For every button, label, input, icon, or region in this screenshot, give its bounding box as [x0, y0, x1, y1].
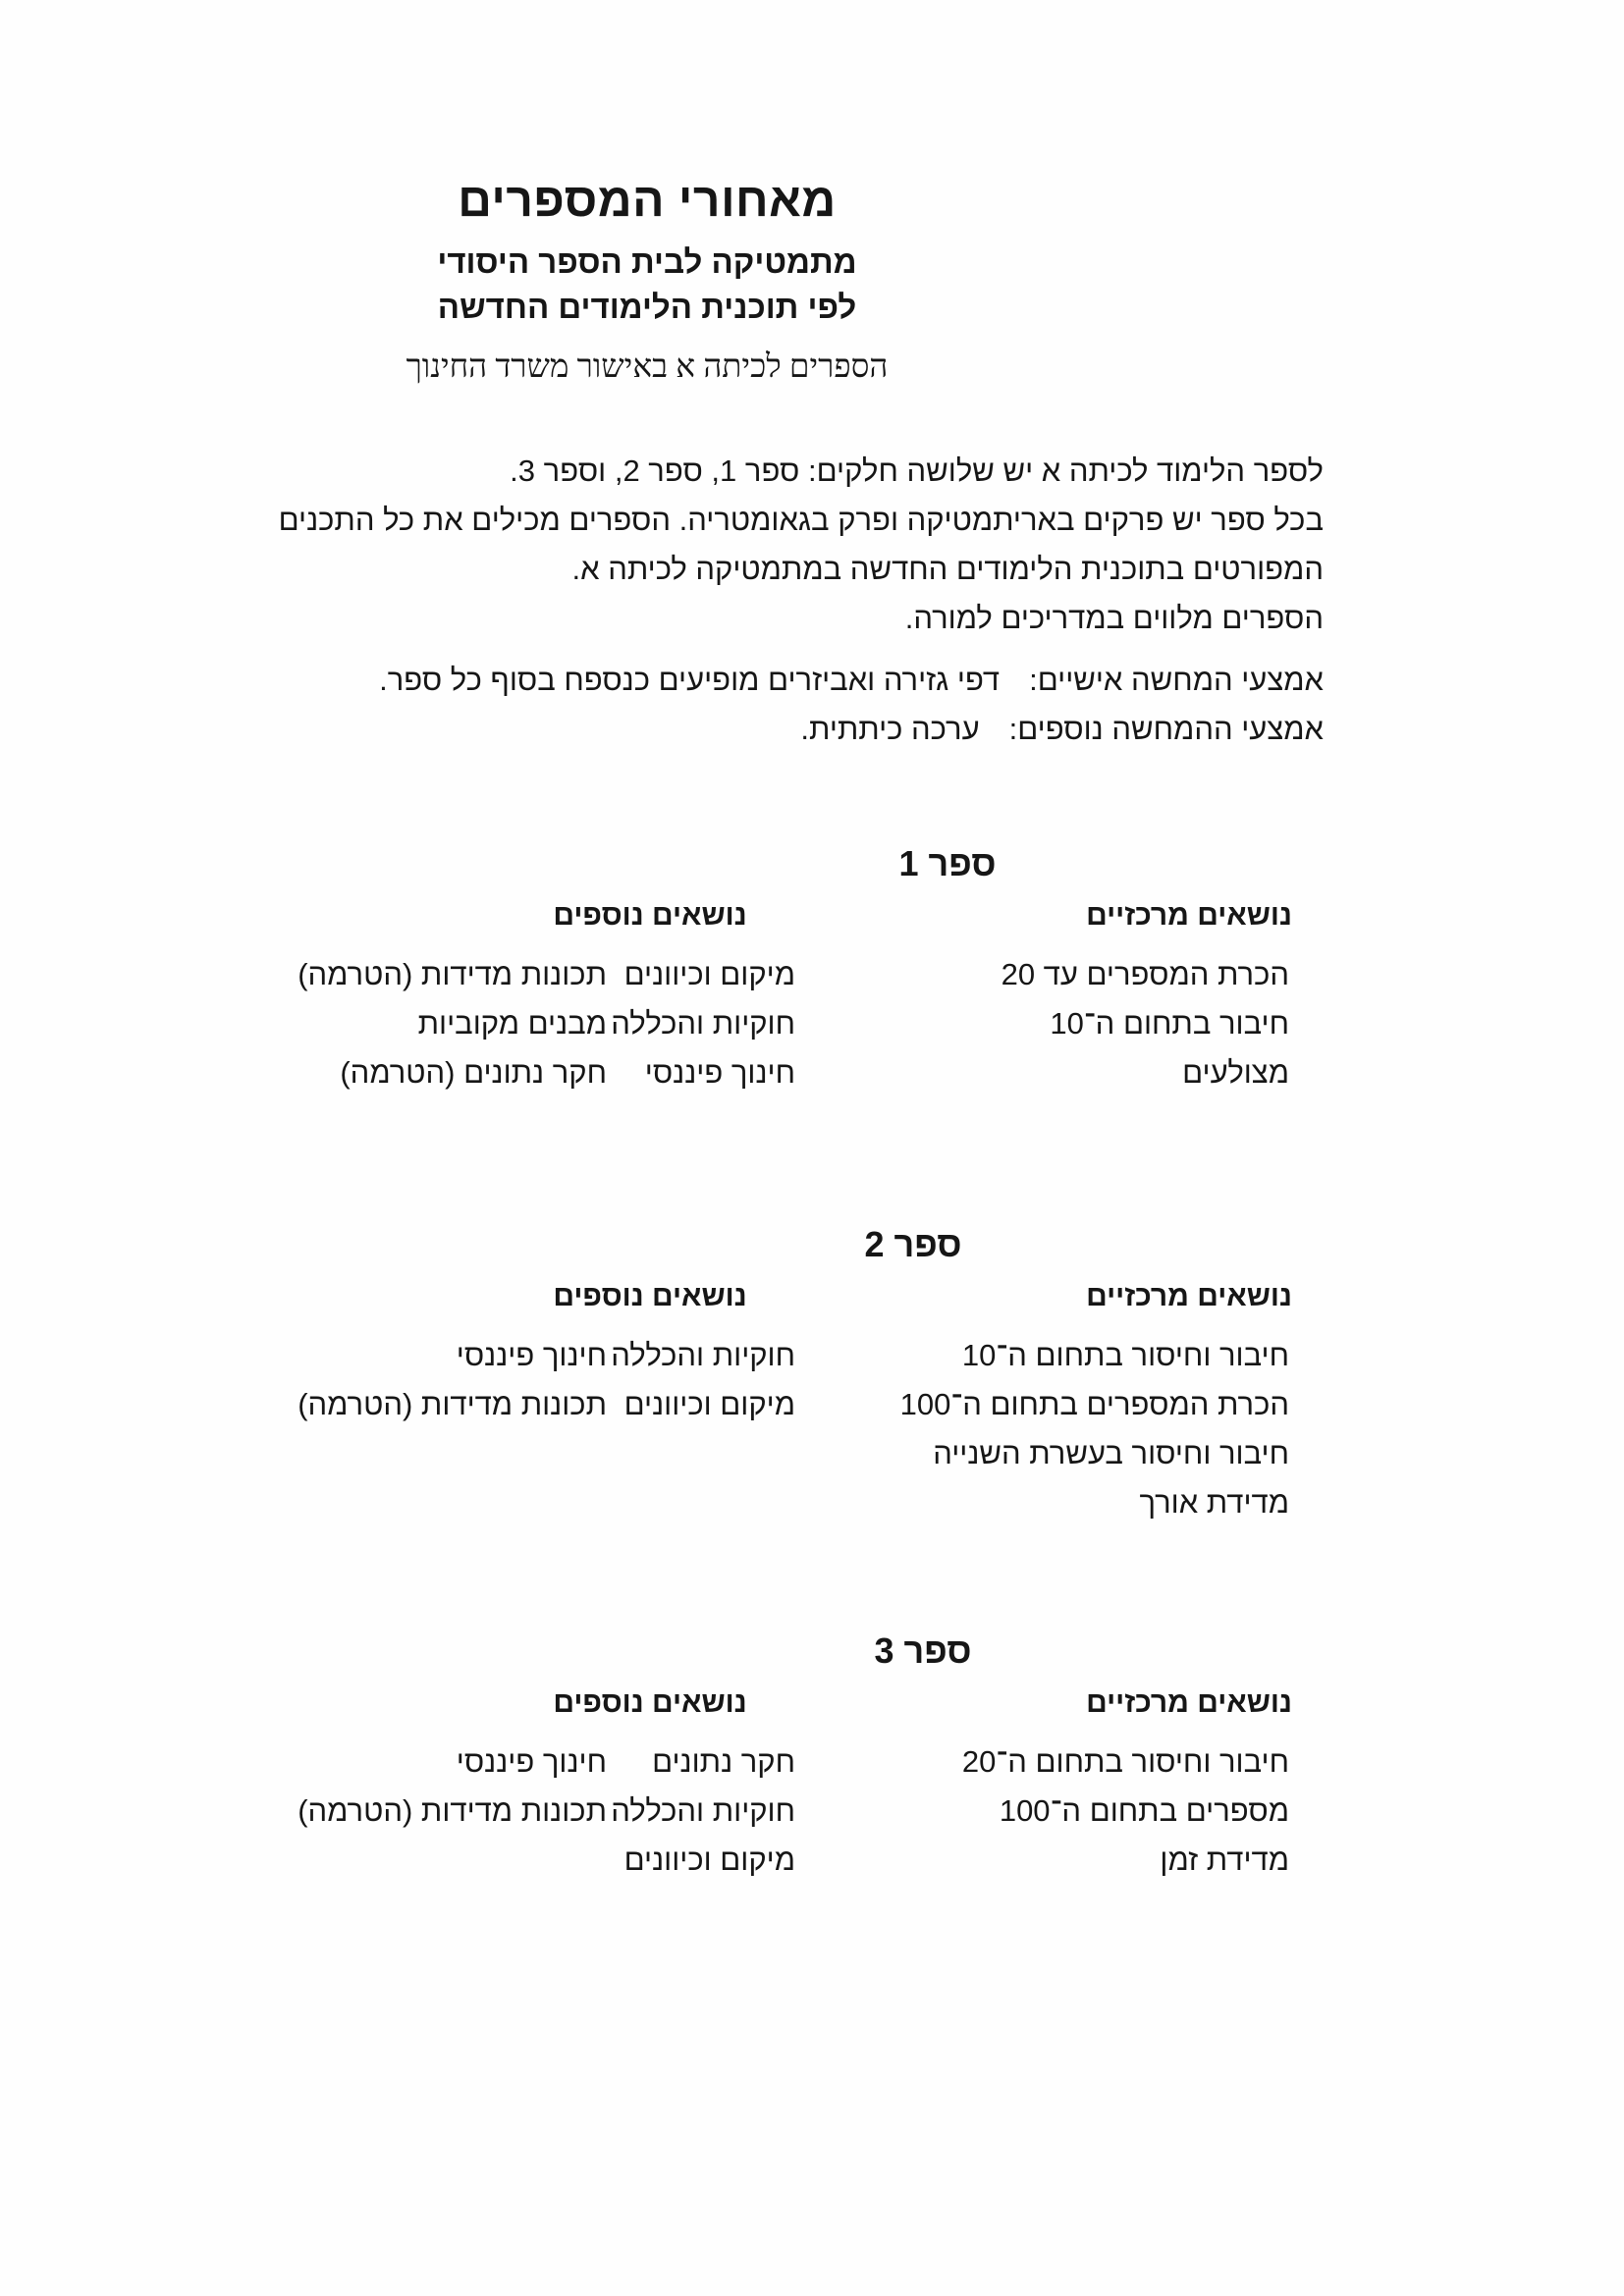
intro-paragraph [279, 447, 1324, 643]
document-subtitle-2: לפי תוכנית הלימודים החדשה [437, 288, 857, 325]
book-1-additional-topics-right [611, 950, 795, 1097]
central-topics-header: נושאים מרכזיים [1086, 899, 1292, 932]
intro-line: לספר הלימוד לכיתה א יש שלושה חלקים: ספר 1, ספר 2, וספר 3. [510, 454, 1324, 488]
central-topic-item: מדידת אורך [1139, 1485, 1289, 1520]
book-3-central-topics [962, 1737, 1289, 1885]
central-topic-item: מספרים בתחום ה־100 [999, 1793, 1289, 1828]
book-2-heading: ספר 2 [864, 1224, 962, 1264]
additional-topic-item: מיקום וכיוונים [623, 1842, 795, 1877]
additional-topic-item: מבנים מקוביות [417, 1006, 607, 1041]
intro-line: בכל ספר יש פרקים באריתמטיקה ופרק בגאומטריה. הספרים מכילים את כל התכנים [278, 503, 1324, 537]
aids-line [379, 705, 1324, 754]
central-topic-item: חיבור וחיסור בתחום ה־20 [961, 1744, 1289, 1779]
central-topic-item: חיבור וחיסור בעשרת השנייה [933, 1436, 1289, 1470]
central-topic-item: הכרת המספרים עד 20 [1001, 957, 1289, 991]
intro-line: הספרים מלווים במדריכים למורה. [904, 601, 1324, 635]
book-1-heading: ספר 1 [898, 843, 997, 883]
approval-line: הספרים לכיתה א באישור משרד החינוך [406, 348, 889, 385]
additional-topic-item: חינוך פיננסי [456, 1744, 607, 1779]
aids-label: אמצעי המחשה אישיים: [1029, 663, 1324, 697]
additional-topic-item: תכונות מדידות (הטרמה) [298, 1387, 607, 1421]
central-topics-header: נושאים מרכזיים [1086, 1280, 1292, 1312]
book-1-additional-topics-left [298, 950, 607, 1097]
central-topic-item: מדידת זמן [1160, 1842, 1289, 1877]
aids-label: אמצעי ההמחשה נוספים: [1008, 712, 1324, 746]
book-3-additional-topics-right [611, 1737, 795, 1885]
book-3-additional-topics-left [298, 1737, 607, 1836]
additional-topic-item: חוקיות והכללה [611, 1793, 795, 1828]
additional-topic-item: חוקיות והכללה [611, 1338, 795, 1372]
additional-topics-header: נושאים נוספים [553, 899, 747, 932]
additional-topic-item: תכונות מדידות (הטרמה) [298, 1793, 607, 1828]
additional-topics-header: נושאים נוספים [553, 1280, 747, 1312]
central-topics-header: נושאים מרכזיים [1086, 1686, 1292, 1719]
book-3-heading: ספר 3 [874, 1630, 972, 1671]
central-topic-item: חיבור בתחום ה־10 [1050, 1006, 1289, 1041]
additional-topic-item: חוקיות והכללה [611, 1006, 795, 1041]
central-topic-item: הכרת המספרים בתחום ה־100 [899, 1387, 1289, 1421]
book-1-central-topics [1001, 950, 1289, 1097]
additional-topic-item: מיקום וכיוונים [623, 1387, 795, 1421]
document-title: מאחורי המספרים [458, 175, 837, 227]
intro-line: המפורטים בתוכנית הלימודים החדשה במתמטיקה לכיתה א. [571, 552, 1324, 586]
additional-topic-item: מיקום וכיוונים [623, 957, 795, 991]
central-topic-item: מצולעים [1182, 1055, 1289, 1090]
book-2-additional-topics-right [611, 1331, 795, 1429]
additional-topic-item: תכונות מדידות (הטרמה) [298, 957, 607, 991]
additional-topics-header: נושאים נוספים [553, 1686, 747, 1719]
teaching-aids-paragraph [379, 656, 1324, 754]
additional-topic-item: חקר נתונים [652, 1744, 795, 1779]
aids-line [379, 656, 1324, 705]
aids-text: ערכה כיתתית. [800, 712, 980, 746]
aids-text: דפי גזירה ואביזרים מופיעים כנספח בסוף כל ספר. [379, 663, 1001, 697]
book-2-central-topics [900, 1331, 1289, 1527]
additional-topic-item: חינוך פיננסי [456, 1338, 607, 1372]
book-2-additional-topics-left [298, 1331, 607, 1429]
document-subtitle-1: מתמטיקה לבית הספר היסודי [437, 242, 857, 280]
additional-topic-item: חינוך פיננסי [644, 1055, 795, 1090]
title-block [0, 173, 1294, 386]
central-topic-item: חיבור וחיסור בתחום ה־10 [961, 1338, 1289, 1372]
additional-topic-item: חקר נתונים (הטרמה) [340, 1055, 607, 1090]
